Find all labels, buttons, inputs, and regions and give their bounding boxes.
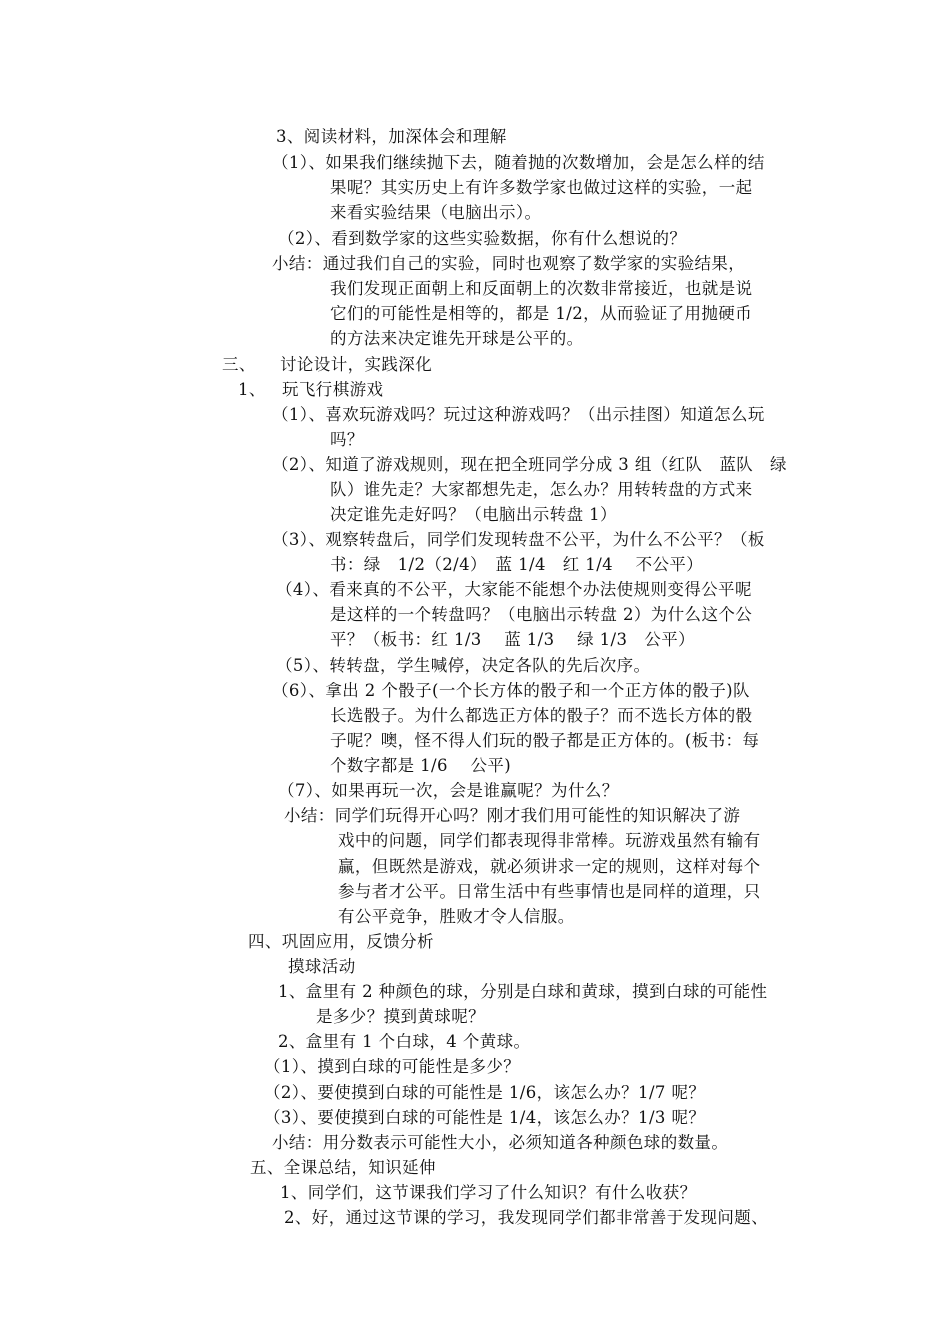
section-heading: 讨论设计，实践深化: [280, 355, 433, 374]
text-line: （2）、要使摸到白球的可能性是 1/6，该怎么办？1/7 呢？: [264, 1083, 706, 1102]
text-line: 有公平竞争，胜败才令人信服。: [338, 907, 575, 926]
text-line: （1）、摸到白球的可能性是多少？: [264, 1057, 521, 1076]
section-number: 三、: [222, 355, 256, 374]
text-line: 赢，但既然是游戏，就必须讲求一定的规则，这样对每个: [338, 857, 761, 876]
text-line: 1、同学们，这节课我们学习了什么知识？有什么收获？: [280, 1183, 697, 1202]
text-line: 决定谁先走好吗？（电脑出示转盘 1）: [330, 505, 617, 524]
text-line: 是这样的一个转盘吗？（电脑出示转盘 2）为什么这个公: [330, 605, 753, 624]
text-line: 参与者才公平。日常生活中有些事情也是同样的道理，只: [338, 882, 761, 901]
text-line: 队）谁先走？大家都想先走，怎么办？用转转盘的方式来: [330, 480, 753, 499]
text-line: （2）、知道了游戏规则，现在把全班同学分成 3 组（红队 蓝队 绿: [272, 455, 787, 474]
text-line: 是多少？摸到黄球呢？: [316, 1007, 485, 1026]
text-line: 2、好，通过这节课的学习，我发现同学们都非常善于发现问题、: [284, 1208, 769, 1227]
subheading: 摸球活动: [288, 957, 356, 976]
text-line: 长选骰子。为什么都选正方体的骰子？而不选长方体的骰: [330, 706, 753, 725]
text-line: 的方法来决定谁先开球是公平的。: [330, 329, 584, 348]
item-number: 1、: [238, 380, 266, 399]
section-heading: 四、巩固应用，反馈分析: [248, 932, 434, 951]
text-line: （3）、要使摸到白球的可能性是 1/4，该怎么办？1/3 呢？: [264, 1108, 706, 1127]
section-heading: 五、全课总结，知识延伸: [250, 1158, 436, 1177]
text-line: 书：绿 1/2（2/4） 蓝 1/4 红 1/4 不公平）: [330, 555, 704, 574]
text-line: （4）、看来真的不公平，大家能不能想个办法使规则变得公平呢: [276, 580, 752, 599]
text-line: 我们发现正面朝上和反面朝上的次数非常接近，也就是说: [330, 279, 753, 298]
text-line: 吗？: [330, 430, 364, 449]
text-line: 戏中的问题，同学们都表现得非常棒。玩游戏虽然有输有: [338, 831, 761, 850]
text-line: 个数字都是 1/6 公平): [330, 756, 512, 775]
item-heading: 玩飞行棋游戏: [282, 380, 384, 399]
text-line: 来看实验结果（电脑出示）。: [330, 203, 542, 222]
text-line: （2）、看到数学家的这些实验数据，你有什么想说的？: [278, 229, 687, 248]
text-line: 子呢？噢，怪不得人们玩的骰子都是正方体的。(板书：每: [330, 731, 760, 750]
text-line: 2、盒里有 1 个白球，4 个黄球。: [278, 1032, 531, 1051]
text-line: （3）、观察转盘后，同学们发现转盘不公平，为什么不公平？（板: [272, 530, 765, 549]
text-line: （1）、如果我们继续抛下去，随着抛的次数增加，会是怎么样的结: [272, 153, 765, 172]
text-line: （1）、喜欢玩游戏吗？玩过这种游戏吗？（出示挂图）知道怎么玩: [272, 405, 765, 424]
text-line: （7）、如果再玩一次，会是谁赢呢？为什么？: [278, 781, 619, 800]
text-line: 平？（板书：红 1/3 蓝 1/3 绿 1/3 公平）: [330, 630, 695, 649]
text-line: 小结：同学们玩得开心吗？刚才我们用可能性的知识解决了游: [284, 806, 741, 825]
text-line: 果呢？其实历史上有许多数学家也做过这样的实验，一起: [330, 178, 753, 197]
text-line: 小结：通过我们自己的实验，同时也观察了数学家的实验结果，: [272, 254, 746, 273]
text-line: 它们的可能性是相等的，都是 1/2，从而验证了用抛硬币: [330, 304, 753, 323]
text-line: 小结：用分数表示可能性大小，必须知道各种颜色球的数量。: [272, 1133, 729, 1152]
text-line: （5）、转转盘，学生喊停，决定各队的先后次序。: [276, 656, 651, 675]
text-line: 1、盒里有 2 种颜色的球，分别是白球和黄球，摸到白球的可能性: [278, 982, 768, 1001]
text-line: 3、阅读材料，加深体会和理解: [276, 127, 507, 146]
text-line: （6）、拿出 2 个骰子(一个长方体的骰子和一个正方体的骰子)队: [272, 681, 750, 700]
